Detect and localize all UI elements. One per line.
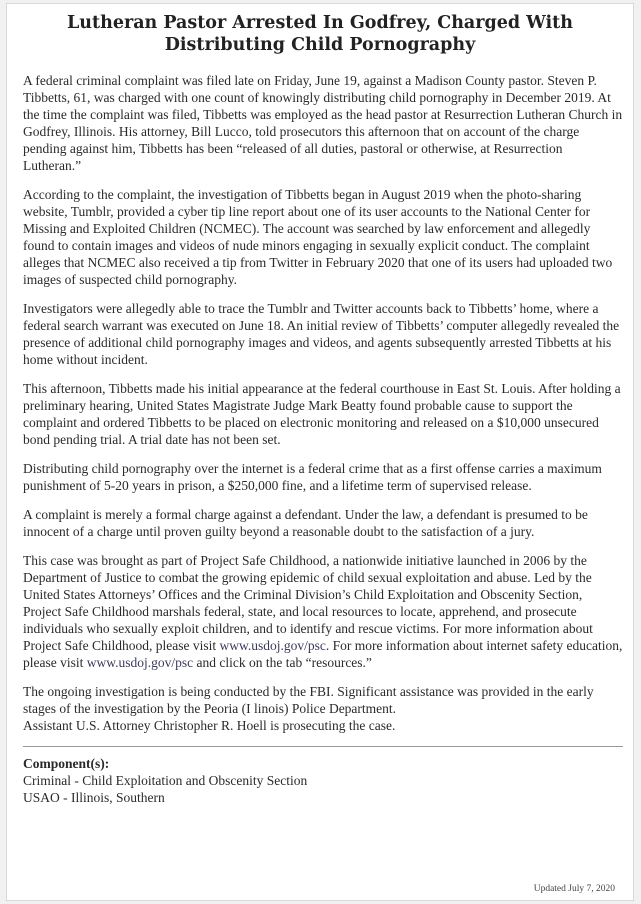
paragraph-1: A federal criminal complaint was filed late on Friday, June 19, against a Madison County pastor. Steven P. Tibbetts, 61, was charged with one count of knowingly distributing child pornography in December 2019. At the time the complaint was filed, Tibbetts was employed as the head pastor at Resurrection Lutheran Church in Godfrey, Illinois. His attorney, Bill Lucco, told prosecutors this afternoon that on account of the charge pending against him, Tibbetts has been “released of all duties, pastoral or otherwise, at Resurrection Lutheran.” bbox=[23, 73, 623, 173]
press-release-page bbox=[6, 3, 634, 901]
paragraph-8 bbox=[23, 683, 623, 734]
paragraph-8-line-1: The ongoing investigation is being conducted by the FBI. Significant assistance was provided in the early stages of the investigation by the Peoria (I linois) Police Department. bbox=[23, 684, 594, 716]
updated-date: Updated July 7, 2020 bbox=[533, 884, 615, 894]
page-title: Lutheran Pastor Arrested In Godfrey, Charged With Distributing Child Pornography bbox=[67, 13, 573, 55]
psc-link-2[interactable]: www.usdoj.gov/psc bbox=[86, 655, 194, 670]
components-section bbox=[23, 755, 623, 806]
paragraph-7-text-a: This case was brought as part of Project Safe Childhood, a nationwide initiative launched in 2006 by the Department of Justice to combat the growing epidemic of child sexual exploitation and abuse. Led by the United States Attorneys’ Offices and the Criminal Division’s Child Exploitation and Obscenity Section, Project Safe Childhood marshals federal, state, and local resources to locate, apprehend, and prosecute individuals who sexually exploit children, and to identify and rescue victims. For more information about Project Safe Childhood, please visit bbox=[23, 553, 593, 653]
component-item: Criminal - Child Exploitation and Obscenity Section bbox=[23, 773, 308, 788]
paragraph-8-line-2: Assistant U.S. Attorney Christopher R. Hoell is prosecuting the case. bbox=[23, 718, 396, 733]
paragraph-7-text-c: and click on the tab “resources.” bbox=[193, 655, 372, 670]
paragraph-6: A complaint is merely a formal charge against a defendant. Under the law, a defendant is presumed to be innocent of a charge until proven guilty beyond a reasonable doubt to the satisfaction of a jury. bbox=[23, 507, 588, 539]
component-item: USAO - Illinois, Southern bbox=[23, 790, 165, 805]
paragraph-3: Investigators were allegedly able to trace the Tumblr and Twitter accounts back to Tibbetts’ home, where a federal search warrant was executed on June 18. An initial review of Tibbetts’ computer allegedly revealed the presence of additional child pornography images and videos, and agents subsequently arrested Tibbetts at his home without incident. bbox=[23, 301, 620, 367]
paragraph-7-text-b: . For more information about internet safety education, please visit bbox=[23, 638, 623, 670]
paragraph-7 bbox=[23, 552, 623, 671]
paragraph-2: According to the complaint, the investigation of Tibbetts began in August 2019 when the photo-sharing website, Tumblr, provided a cyber tip line report about one of its user accounts to the National Center for Missing and Exploited Children (NCMEC). The account was searched by law enforcement and allegedly found to contain images and videos of nude minors engaging in sexually explicit conduct. The complaint alleges that NCMEC also received a tip from Twitter in February 2020 that one of its users had uploaded two images of suspected child pornography. bbox=[23, 187, 613, 287]
paragraph-5: Distributing child pornography over the internet is a federal crime that as a first offense carries a maximum punishment of 5-20 years in prison, a $250,000 fine, and a lifetime term of supervised release. bbox=[23, 461, 602, 493]
components-heading: Component(s): bbox=[23, 756, 110, 771]
paragraph-4: This afternoon, Tibbetts made his initial appearance at the federal courthouse in East St. Louis. After holding a preliminary hearing, United States Magistrate Judge Mark Beatty found probable cause to support the complaint and ordered Tibbetts to be placed on electronic monitoring and released on a $10,000 unsecured bond pending trial. A trial date has not been set. bbox=[23, 381, 621, 447]
psc-link-1[interactable]: www.usdoj.gov/psc bbox=[219, 638, 326, 653]
divider bbox=[23, 746, 623, 747]
article-body bbox=[23, 72, 623, 734]
